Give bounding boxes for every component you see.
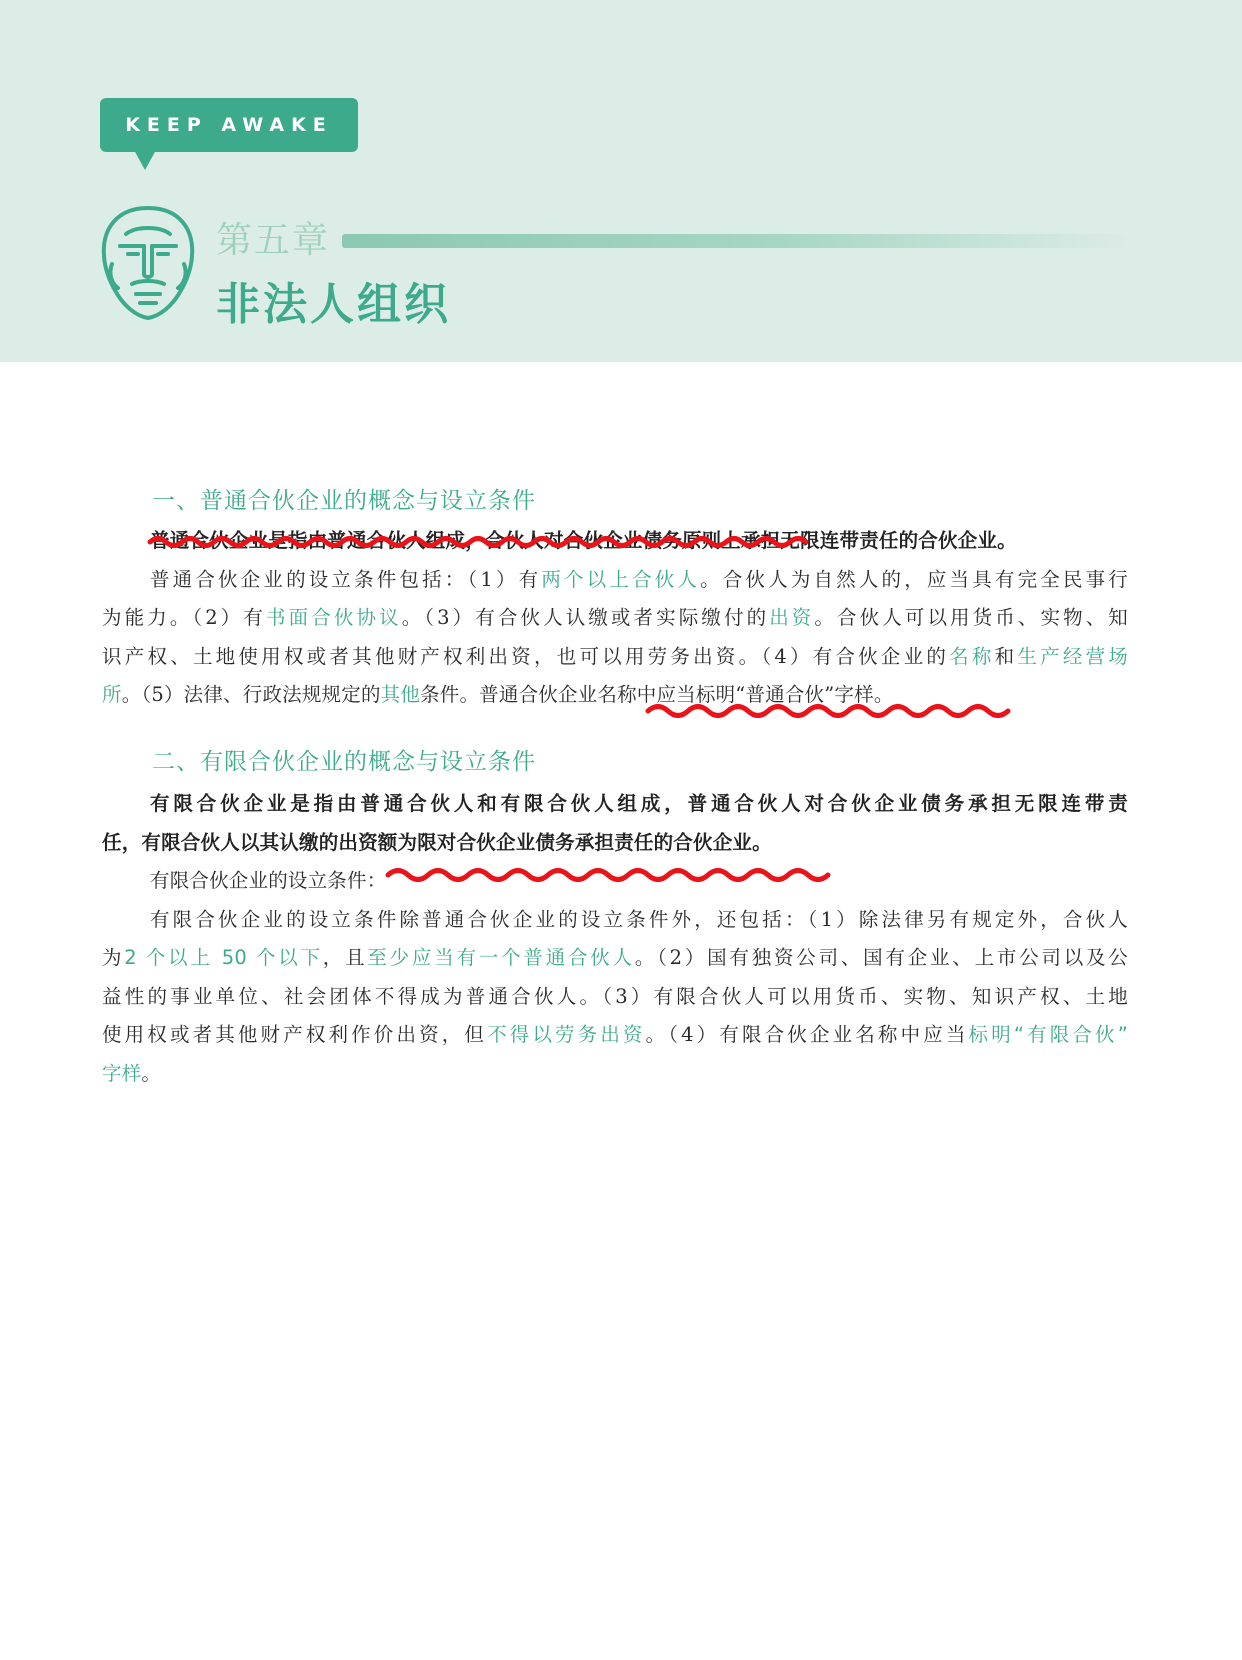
badge-text: KEEP AWAKE [125,114,333,136]
section-heading-limited-partnership: 二、有限合伙企业的概念与设立条件 [152,749,536,775]
highlight-term: 出资 [769,606,815,629]
highlight-term: 2 个以上 50 个以下 [124,946,323,969]
red-squiggle-underline-2 [648,707,1008,716]
highlight-term: 所 [102,683,122,706]
highlight-term: 字样 [102,1061,142,1085]
highlight-term: 生产经营场 [1017,644,1129,668]
lp-condition-line-3: 益性的事业单位、社会团体不得成为普通合伙人。（3）有限合伙人可以用货币、实物、知识产权、土地 [102,984,1128,1008]
highlight-term: 其他 [380,683,421,706]
highlight-term: 两个以上合伙人 [541,567,701,591]
highlight-term: 不得以劳务出资 [487,1023,646,1046]
limited-partnership-definition-line-1: 有限合伙企业是指由普通合伙人和有限合伙人组成，普通合伙人对合伙企业债务承担无限连带责 [150,792,1128,815]
lp-condition-line-5: 字样。 [102,1061,162,1085]
highlight-term: 名称 [949,644,995,668]
highlight-term: 书面合伙协议 [266,606,402,629]
highlight-term: 标明“有限合伙” [968,1023,1129,1046]
condition-line-4: 所。（5）法律、行政法规规定的其他条件。普通合伙企业名称中应当标明“普通合伙”字样。 [102,683,894,706]
red-squiggle-underline-3 [388,871,828,880]
chapter-title: 非法人组织 [216,279,451,330]
condition-line-2: 为能力。（2）有书面合伙协议。（3）有合伙人认缴或者实际缴付的出资。合伙人可以用货币、实物、知 [102,606,1129,629]
condition-line-1: 普通合伙企业的设立条件包括：（1）有两个以上合伙人。合伙人为自然人的，应当具有完全民事行 [150,567,1128,591]
condition-line-3: 识产权、土地使用权或者其他财产权利出资，也可以用劳务出资。（4）有合伙企业的名称和生产经营场 [102,644,1129,668]
lp-condition-line-4: 使用权或者其他财产权利作价出资，但不得以劳务出资。（4）有限合伙企业名称中应当标明“有限合伙” [102,1023,1129,1046]
lp-condition-line-2: 为2 个以上 50 个以下，且至少应当有一个普通合伙人。（2）国有独资公司、国有企业、上市公司以及公 [102,946,1128,969]
limited-partnership-definition-line-2: 任，有限合伙人以其认缴的出资额为限对合伙企业债务承担责任的合伙企业。 [102,830,772,854]
section-heading-general-partnership: 一、普通合伙企业的概念与设立条件 [152,488,536,514]
highlight-term: 至少应当有一个普通合伙人 [367,946,635,969]
chapter-number: 第五章 [216,220,331,261]
red-squiggle-underline-1 [150,539,806,546]
general-partnership-definition: 普通合伙企业是指由普通合伙人组成，合伙人对合伙企业债务原则上承担无限连带责任的合伙企业。 [150,529,1017,552]
lp-condition-line-1: 有限合伙企业的设立条件除普通合伙企业的设立条件外，还包括：（1）除法律另有规定外，合伙人 [150,907,1128,931]
limited-partnership-subheading: 有限合伙企业的设立条件： [150,869,387,892]
